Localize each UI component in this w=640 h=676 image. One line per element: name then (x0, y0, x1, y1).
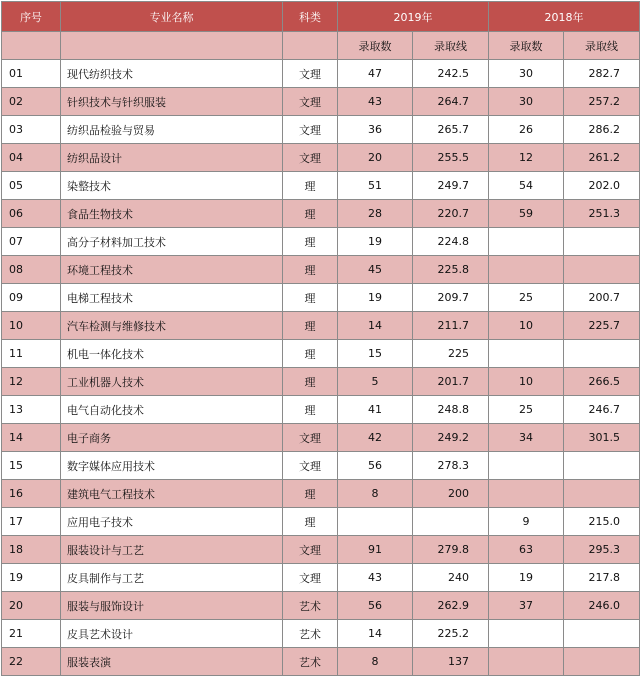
count-2018-cell: 54 (489, 172, 564, 200)
row-idx-cell: 06 (2, 200, 61, 228)
header-category: 科类 (283, 2, 338, 32)
score-2019-cell: 249.7 (413, 172, 489, 200)
count-2018-cell (489, 228, 564, 256)
row-idx-cell: 05 (2, 172, 61, 200)
header-idx-blank (2, 32, 61, 60)
score-2018-cell: 246.7 (564, 396, 640, 424)
count-2019-cell: 56 (338, 452, 413, 480)
count-2019-cell: 14 (338, 620, 413, 648)
header-count-2019: 录取数 (338, 32, 413, 60)
count-2018-cell: 10 (489, 368, 564, 396)
major-name-cell: 电子商务 (61, 424, 283, 452)
row-idx-cell: 19 (2, 564, 61, 592)
score-2018-cell (564, 480, 640, 508)
score-2019-cell: 201.7 (413, 368, 489, 396)
row-idx-cell: 22 (2, 648, 61, 676)
header-score-2019: 录取线 (413, 32, 489, 60)
category-cell: 艺术 (283, 592, 338, 620)
count-2019-cell: 8 (338, 480, 413, 508)
score-2019-cell: 209.7 (413, 284, 489, 312)
count-2018-cell: 63 (489, 536, 564, 564)
table-row (2, 368, 640, 396)
table-header (2, 2, 640, 60)
count-2018-cell: 12 (489, 144, 564, 172)
score-2018-cell (564, 620, 640, 648)
score-2019-cell: 249.2 (413, 424, 489, 452)
score-2019-cell: 225 (413, 340, 489, 368)
count-2019-cell: 41 (338, 396, 413, 424)
score-2018-cell: 282.7 (564, 60, 640, 88)
count-2019-cell: 20 (338, 144, 413, 172)
major-name-cell: 数字媒体应用技术 (61, 452, 283, 480)
score-2018-cell: 246.0 (564, 592, 640, 620)
count-2019-cell: 28 (338, 200, 413, 228)
count-2018-cell: 26 (489, 116, 564, 144)
score-2019-cell: 240 (413, 564, 489, 592)
table-row (2, 228, 640, 256)
score-2019-cell: 200 (413, 480, 489, 508)
category-cell: 艺术 (283, 620, 338, 648)
score-2019-cell: 248.8 (413, 396, 489, 424)
header-year-2018: 2018年 (489, 2, 640, 32)
score-2019-cell: 265.7 (413, 116, 489, 144)
major-name-cell: 针织技术与针织服装 (61, 88, 283, 116)
major-name-cell: 皮具艺术设计 (61, 620, 283, 648)
row-idx-cell: 13 (2, 396, 61, 424)
table-row (2, 536, 640, 564)
count-2018-cell: 30 (489, 60, 564, 88)
score-2019-cell: 279.8 (413, 536, 489, 564)
count-2019-cell: 47 (338, 60, 413, 88)
score-2018-cell: 202.0 (564, 172, 640, 200)
score-2019-cell: 262.9 (413, 592, 489, 620)
row-idx-cell: 07 (2, 228, 61, 256)
header-idx: 序号 (2, 2, 61, 32)
score-2019-cell: 278.3 (413, 452, 489, 480)
row-idx-cell: 18 (2, 536, 61, 564)
category-cell: 理 (283, 256, 338, 284)
row-idx-cell: 02 (2, 88, 61, 116)
category-cell: 文理 (283, 424, 338, 452)
row-idx-cell: 09 (2, 284, 61, 312)
count-2018-cell (489, 480, 564, 508)
major-name-cell: 应用电子技术 (61, 508, 283, 536)
count-2019-cell (338, 508, 413, 536)
header-category-blank (283, 32, 338, 60)
row-idx-cell: 15 (2, 452, 61, 480)
score-2018-cell: 200.7 (564, 284, 640, 312)
major-name-cell: 高分子材料加工技术 (61, 228, 283, 256)
score-2018-cell: 215.0 (564, 508, 640, 536)
count-2018-cell (489, 648, 564, 676)
header-name-blank (61, 32, 283, 60)
count-2018-cell (489, 340, 564, 368)
score-2019-cell: 137 (413, 648, 489, 676)
row-idx-cell: 17 (2, 508, 61, 536)
category-cell: 文理 (283, 60, 338, 88)
category-cell: 理 (283, 200, 338, 228)
category-cell: 文理 (283, 536, 338, 564)
admission-table (1, 1, 640, 676)
score-2018-cell: 257.2 (564, 88, 640, 116)
category-cell: 理 (283, 228, 338, 256)
major-name-cell: 纺织品设计 (61, 144, 283, 172)
category-cell: 理 (283, 508, 338, 536)
major-name-cell: 汽车检测与维修技术 (61, 312, 283, 340)
major-name-cell: 食品生物技术 (61, 200, 283, 228)
major-name-cell: 服装与服饰设计 (61, 592, 283, 620)
count-2019-cell: 51 (338, 172, 413, 200)
table-row (2, 60, 640, 88)
score-2018-cell (564, 256, 640, 284)
count-2019-cell: 14 (338, 312, 413, 340)
major-name-cell: 皮具制作与工艺 (61, 564, 283, 592)
count-2018-cell: 9 (489, 508, 564, 536)
table-row (2, 424, 640, 452)
table-row (2, 620, 640, 648)
score-2018-cell: 266.5 (564, 368, 640, 396)
row-idx-cell: 20 (2, 592, 61, 620)
table-row (2, 116, 640, 144)
score-2018-cell: 225.7 (564, 312, 640, 340)
category-cell: 理 (283, 368, 338, 396)
header-year-2019: 2019年 (338, 2, 489, 32)
count-2018-cell: 10 (489, 312, 564, 340)
table-row (2, 200, 640, 228)
table-row (2, 648, 640, 676)
major-name-cell: 服装设计与工艺 (61, 536, 283, 564)
count-2019-cell: 42 (338, 424, 413, 452)
category-cell: 理 (283, 284, 338, 312)
header-score-2018: 录取线 (564, 32, 640, 60)
count-2018-cell: 37 (489, 592, 564, 620)
row-idx-cell: 01 (2, 60, 61, 88)
count-2019-cell: 43 (338, 564, 413, 592)
row-idx-cell: 21 (2, 620, 61, 648)
count-2019-cell: 15 (338, 340, 413, 368)
category-cell: 文理 (283, 88, 338, 116)
row-idx-cell: 10 (2, 312, 61, 340)
score-2018-cell: 295.3 (564, 536, 640, 564)
score-2018-cell: 261.2 (564, 144, 640, 172)
score-2018-cell (564, 340, 640, 368)
count-2019-cell: 5 (338, 368, 413, 396)
score-2019-cell: 211.7 (413, 312, 489, 340)
count-2019-cell: 43 (338, 88, 413, 116)
category-cell: 理 (283, 396, 338, 424)
table-row (2, 88, 640, 116)
category-cell: 文理 (283, 116, 338, 144)
header-row-main (2, 2, 640, 32)
major-name-cell: 工业机器人技术 (61, 368, 283, 396)
table-row (2, 256, 640, 284)
score-2018-cell: 301.5 (564, 424, 640, 452)
score-2018-cell (564, 452, 640, 480)
count-2019-cell: 36 (338, 116, 413, 144)
score-2019-cell: 220.7 (413, 200, 489, 228)
row-idx-cell: 16 (2, 480, 61, 508)
score-2018-cell (564, 648, 640, 676)
row-idx-cell: 14 (2, 424, 61, 452)
count-2019-cell: 19 (338, 284, 413, 312)
score-2019-cell: 225.2 (413, 620, 489, 648)
header-count-2018: 录取数 (489, 32, 564, 60)
category-cell: 理 (283, 172, 338, 200)
major-name-cell: 电气自动化技术 (61, 396, 283, 424)
count-2018-cell: 25 (489, 396, 564, 424)
table-row (2, 284, 640, 312)
category-cell: 艺术 (283, 648, 338, 676)
count-2019-cell: 91 (338, 536, 413, 564)
count-2018-cell: 30 (489, 88, 564, 116)
category-cell: 文理 (283, 144, 338, 172)
table-row (2, 592, 640, 620)
count-2018-cell: 59 (489, 200, 564, 228)
count-2018-cell: 19 (489, 564, 564, 592)
category-cell: 理 (283, 340, 338, 368)
category-cell: 文理 (283, 564, 338, 592)
major-name-cell: 服装表演 (61, 648, 283, 676)
major-name-cell: 电梯工程技术 (61, 284, 283, 312)
count-2018-cell (489, 452, 564, 480)
table-row (2, 144, 640, 172)
table-row (2, 312, 640, 340)
row-idx-cell: 04 (2, 144, 61, 172)
row-idx-cell: 11 (2, 340, 61, 368)
score-2019-cell: 255.5 (413, 144, 489, 172)
major-name-cell: 纺织品检验与贸易 (61, 116, 283, 144)
major-name-cell: 染整技术 (61, 172, 283, 200)
row-idx-cell: 12 (2, 368, 61, 396)
score-2018-cell (564, 228, 640, 256)
table-row (2, 340, 640, 368)
header-row-sub (2, 32, 640, 60)
header-name: 专业名称 (61, 2, 283, 32)
score-2018-cell: 286.2 (564, 116, 640, 144)
score-2019-cell (413, 508, 489, 536)
major-name-cell: 建筑电气工程技术 (61, 480, 283, 508)
table-body (2, 60, 640, 676)
major-name-cell: 环境工程技术 (61, 256, 283, 284)
table-row (2, 396, 640, 424)
category-cell: 理 (283, 480, 338, 508)
table-row (2, 480, 640, 508)
major-name-cell: 机电一体化技术 (61, 340, 283, 368)
score-2018-cell: 251.3 (564, 200, 640, 228)
table-row (2, 452, 640, 480)
major-name-cell: 现代纺织技术 (61, 60, 283, 88)
count-2018-cell (489, 256, 564, 284)
row-idx-cell: 03 (2, 116, 61, 144)
table-row (2, 172, 640, 200)
category-cell: 理 (283, 312, 338, 340)
table-row (2, 564, 640, 592)
table-row (2, 508, 640, 536)
score-2018-cell: 217.8 (564, 564, 640, 592)
score-2019-cell: 242.5 (413, 60, 489, 88)
count-2018-cell (489, 620, 564, 648)
count-2019-cell: 56 (338, 592, 413, 620)
count-2019-cell: 45 (338, 256, 413, 284)
row-idx-cell: 08 (2, 256, 61, 284)
count-2018-cell: 34 (489, 424, 564, 452)
score-2019-cell: 264.7 (413, 88, 489, 116)
count-2018-cell: 25 (489, 284, 564, 312)
count-2019-cell: 8 (338, 648, 413, 676)
category-cell: 文理 (283, 452, 338, 480)
score-2019-cell: 225.8 (413, 256, 489, 284)
score-2019-cell: 224.8 (413, 228, 489, 256)
count-2019-cell: 19 (338, 228, 413, 256)
